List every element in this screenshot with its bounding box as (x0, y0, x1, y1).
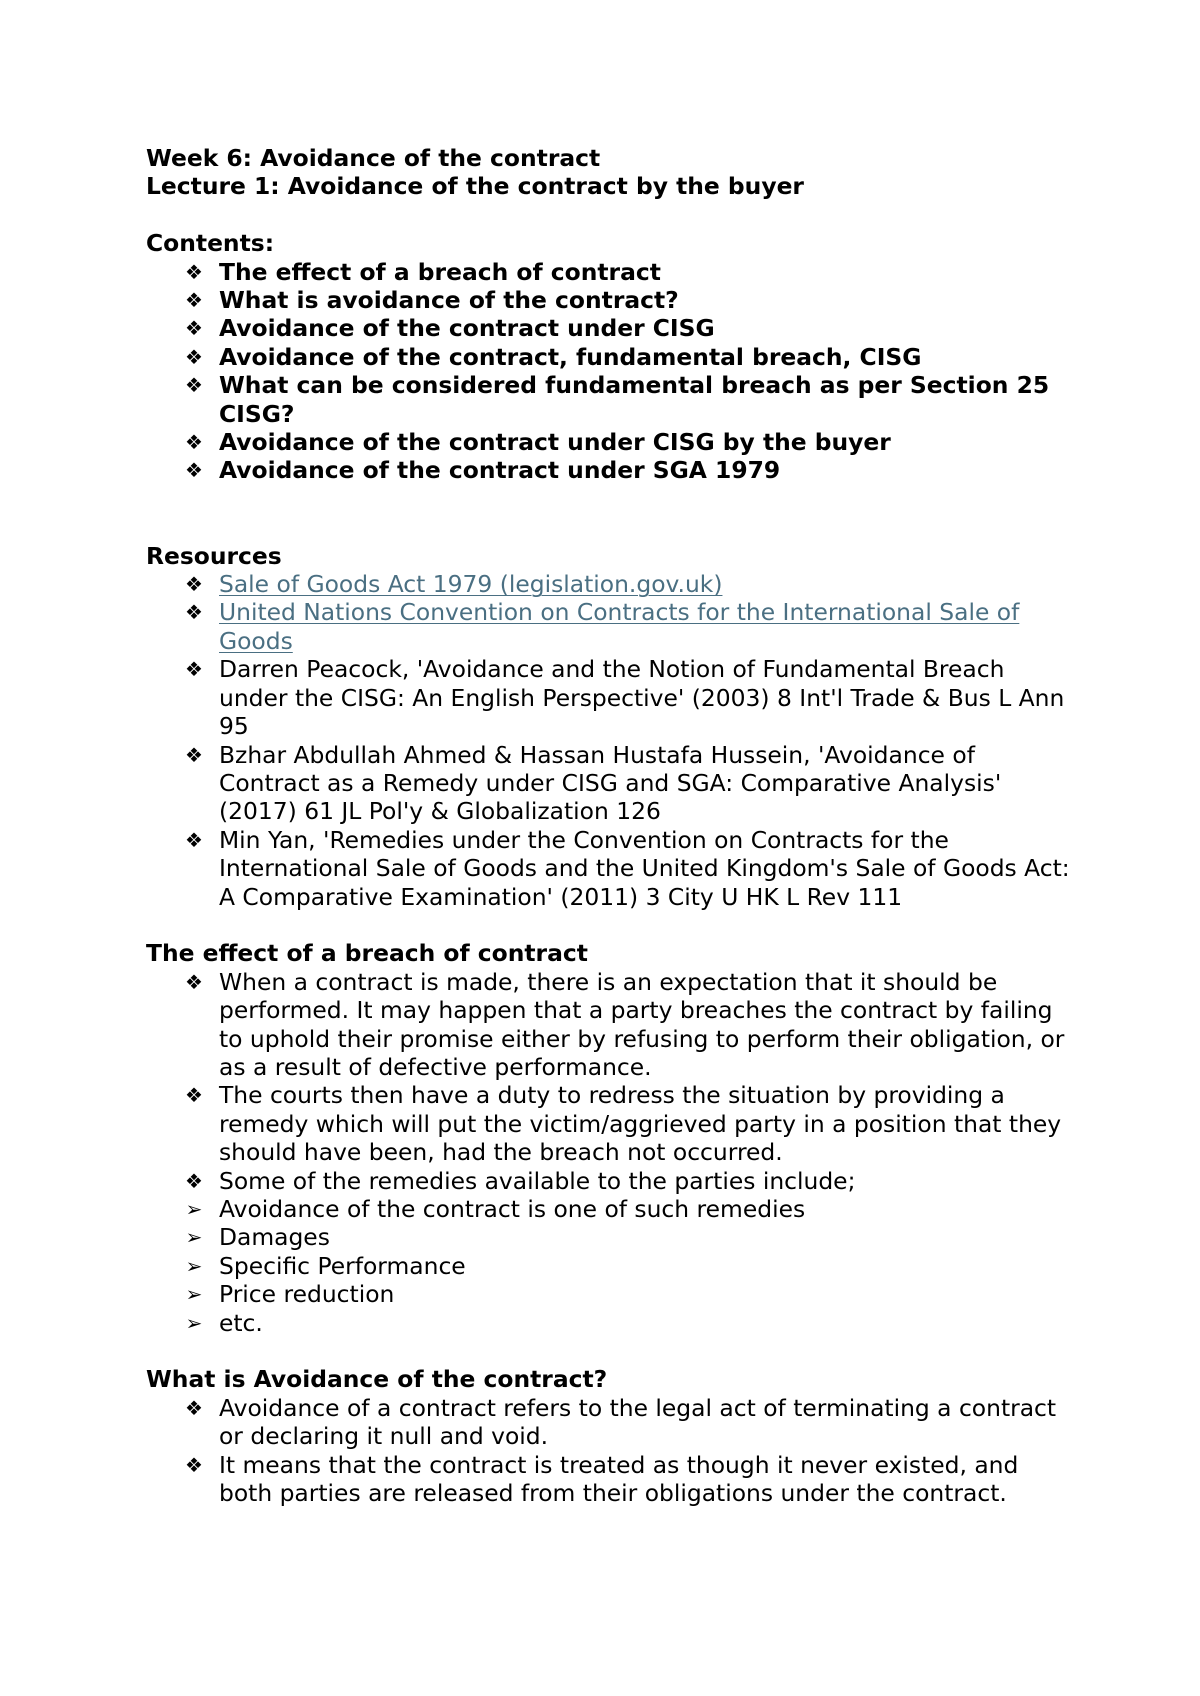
list-item (146, 741, 1076, 826)
list-item: ❖ What can be considered fundamental breach as per Section 25 CISG? (146, 371, 1076, 428)
list-item: ❖ The effect of a breach of contract (146, 258, 1076, 286)
list-item: ➢ Avoidance of the contract is one of such remedies (146, 1195, 1076, 1223)
diamond-bullet-icon: ❖ (185, 827, 203, 852)
resources-heading: Resources (146, 541, 282, 570)
list-item: ❖ Avoidance of the contract under CISG by the buyer (146, 428, 1076, 456)
diamond-bullet-icon: ❖ (185, 259, 203, 284)
list-item: ❖ Avoidance of a contract refers to the legal act of terminating a contract or declaring it null and void. (146, 1394, 1076, 1451)
list-item: ❖ When a contract is made, there is an expectation that it should be performed. It may happen that a party breaches the contract by failing to uphold their promise either by refusing to perform their obligation, or as a result of defective performance. (146, 968, 1076, 1082)
diamond-bullet-icon: ❖ (185, 600, 203, 625)
week-title: Week 6: Avoidance of the contract (146, 144, 601, 172)
diamond-bullet-icon: ❖ (185, 1452, 203, 1477)
arrow-bullet-icon: ➢ (185, 1282, 203, 1307)
list-item (146, 826, 1076, 911)
reference-text: Bzhar Abdullah Ahmed & Hassan Hustafa Hussein, 'Avoidance of Contract as a Remedy under CISG and SGA: Comparative Analysis' (2017) 61 JL Pol'y & Globalization 126 (219, 740, 1002, 826)
list-item (146, 598, 1076, 655)
reference-text: Darren Peacock, 'Avoidance and the Notion of Fundamental Breach under the CISG: An English Perspective' (2003) 8 Int'l Trade & Bus L Ann 95 (219, 655, 1065, 741)
arrow-bullet-icon: ➢ (185, 1310, 203, 1335)
list-item (146, 570, 1076, 598)
list-item: ➢ Specific Performance (146, 1252, 1076, 1280)
diamond-bullet-icon: ❖ (185, 344, 203, 369)
spacer (146, 1337, 1076, 1365)
list-item (146, 655, 1076, 740)
avoidance-list (146, 1394, 1076, 1508)
diamond-bullet-icon: ❖ (185, 288, 203, 313)
document-page (146, 144, 1076, 1507)
list-item: ❖ The courts then have a duty to redress the situation by providing a remedy which will put the victim/aggrieved party in a position that they should have been, had the breach not occurred. (146, 1081, 1076, 1166)
contents-list (146, 258, 1076, 485)
arrow-bullet-icon: ➢ (185, 1225, 203, 1250)
effect-heading: The effect of a breach of contract (146, 939, 588, 968)
reference-text: Min Yan, 'Remedies under the Convention on Contracts for the International Sale of Goods and the United Kingdom's Sale of Goods Act: A Comparative Examination' (2011) 3 City U HK L Rev 111 (219, 825, 1070, 911)
diamond-bullet-icon: ❖ (185, 657, 203, 682)
list-item: ❖ Some of the remedies available to the parties include; (146, 1167, 1076, 1195)
list-item: ❖ It means that the contract is treated as though it never existed, and both parties are released from their obligations under the contract. (146, 1451, 1076, 1508)
list-item: ➢ Damages (146, 1223, 1076, 1251)
resources-list (146, 570, 1076, 911)
diamond-bullet-icon: ❖ (185, 1083, 203, 1108)
diamond-bullet-icon: ❖ (185, 316, 203, 341)
diamond-bullet-icon: ❖ (185, 373, 203, 398)
sga-1979-link[interactable]: Sale of Goods Act 1979 (legislation.gov.uk) (219, 570, 723, 599)
list-item: ➢ Price reduction (146, 1280, 1076, 1308)
lecture-title: Lecture 1: Avoidance of the contract by the buyer (146, 172, 804, 201)
spacer (146, 911, 1076, 939)
diamond-bullet-icon: ❖ (185, 572, 203, 597)
spacer (146, 485, 1076, 542)
diamond-bullet-icon: ❖ (185, 458, 203, 483)
arrow-bullet-icon: ➢ (185, 1253, 203, 1278)
avoidance-heading: What is Avoidance of the contract? (146, 1365, 608, 1394)
diamond-bullet-icon: ❖ (185, 742, 203, 767)
arrow-bullet-icon: ➢ (185, 1196, 203, 1221)
effect-list (146, 968, 1076, 1337)
list-item: ❖ Avoidance of the contract, fundamental breach, CISG (146, 343, 1076, 371)
cisg-convention-link[interactable]: United Nations Convention on Contracts for the International Sale of Goods (219, 598, 1020, 655)
list-item: ❖ Avoidance of the contract under SGA 1979 (146, 456, 1076, 484)
contents-heading: Contents: (146, 229, 275, 258)
spacer (146, 201, 1076, 229)
diamond-bullet-icon: ❖ (185, 1395, 203, 1420)
list-item: ❖ What is avoidance of the contract? (146, 286, 1076, 314)
diamond-bullet-icon: ❖ (185, 969, 203, 994)
diamond-bullet-icon: ❖ (185, 430, 203, 455)
list-item: ❖ Avoidance of the contract under CISG (146, 314, 1076, 342)
list-item: ➢ etc. (146, 1309, 1076, 1337)
diamond-bullet-icon: ❖ (185, 1168, 203, 1193)
